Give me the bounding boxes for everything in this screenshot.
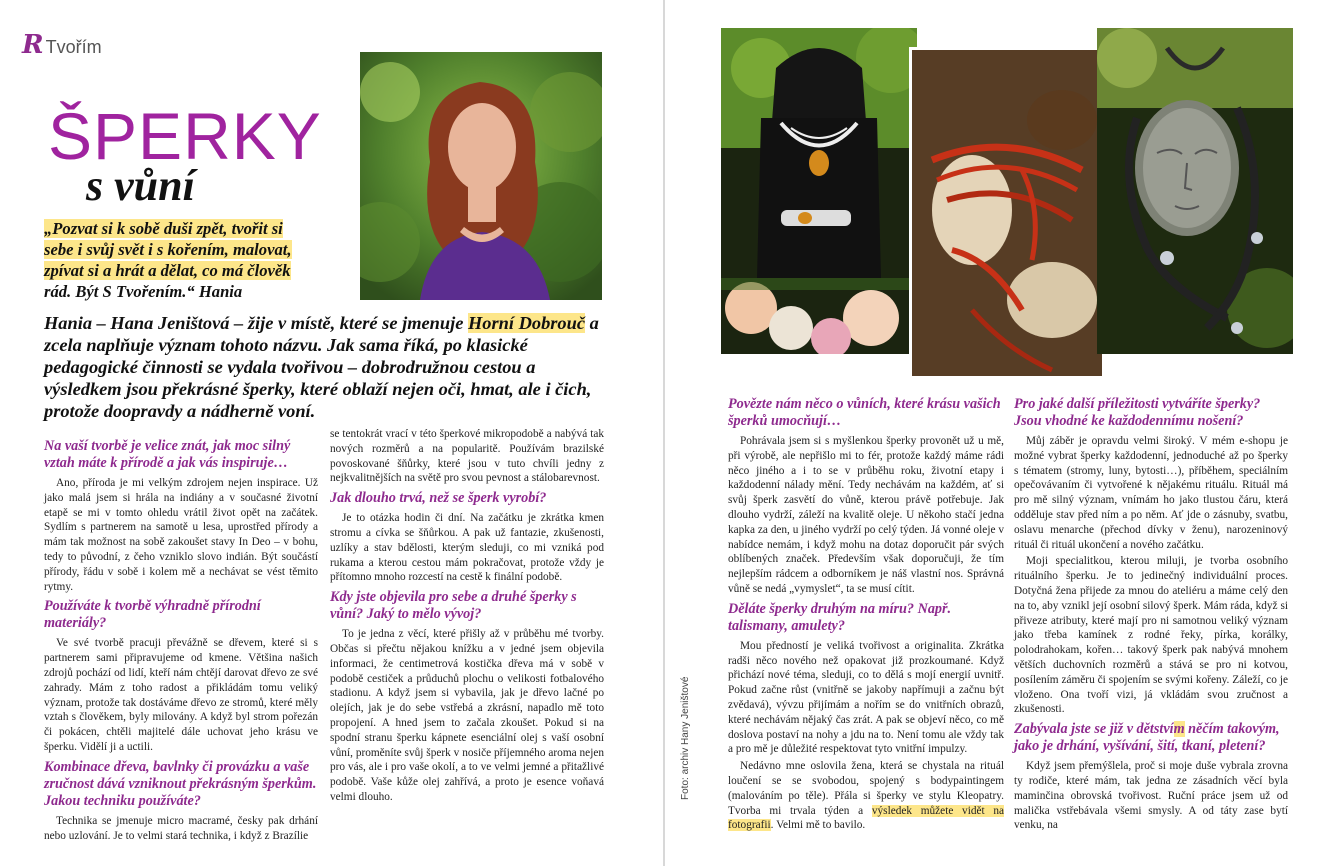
pull-quote-line: „Pozvat si k sobě duši zpět, tvořit si bbox=[44, 219, 283, 238]
article-title: ŠPERKY bbox=[48, 99, 322, 173]
lead-paragraph bbox=[44, 312, 604, 422]
answer-paragraph: Ano, příroda je mi velkým zdrojem nejen inspirace. Už jako malá jsem si hrála na indiány a v současné životní etapě se mi v tomto ohledu vrátil život opět na začátek. Sydlím s partnerem na samotě u lesa, uprostřed přírody a mám tak možnost na sobě zakoušet stavy In Deo – v bohu, tedy to původní, z čeho vzniklo slovo indián. Být součástí přírody, řádu v sobě i kolem mě a nechávat se vést těmito rytmy. bbox=[44, 477, 318, 593]
section-name: Tvořím bbox=[45, 37, 102, 57]
pull-quote-line: rád. Být S Tvořením.“ Hania bbox=[44, 282, 243, 301]
answer-paragraph: se tentokrát vrací v této šperkové mikropodobě a nabývá tak nových rozměrů a na popularitě. Používám brazilské povoskované šňůrky, které jsou v tuto chvíli jedny z nejkvalitnějších na světě pro svou pevnost a stálobarevnost. bbox=[330, 428, 604, 485]
answer-paragraph: Můj záběr je opravdu velmi široký. V mém e-shopu je možné vybrat šperky každodenní, jednoduché až po šperky s tématem (stromy, luny, bytosti…), příběhem, speciálním opečovávaním či vytvořené k nějakému rituálu. Rituál má pro mě silný význam, vnímám ho jako tlustou čáru, která odděluje stav před ním a po něm. Ať jde o zásnuby, svatbu, oslavu menarche (přechod dívky v ženu), narozeninový rituál či rituál ukončení a nového začátku. bbox=[1014, 435, 1288, 551]
page-gutter bbox=[663, 0, 665, 866]
right-column-1 bbox=[728, 392, 1004, 835]
question-heading bbox=[1014, 721, 1288, 755]
question-heading: Pro jaké další příležitosti vytváříte šperky? Jsou vhodné ke každodennímu nošení? bbox=[1014, 396, 1261, 429]
red-macrame-photo bbox=[912, 50, 1102, 376]
lead-text: a zcela naplňuje význam tohoto názvu. Jak sama říká, po klasické pedagogické činnosti se vydala tvořivou – dobrodružnou cestou a výsledkem jsou překrásné šperky, které oblaží nejen oči, hmat, ale i čich, protože doopravdy a nádherně voní. bbox=[44, 313, 599, 421]
answer-paragraph: Ve své tvorbě pracuji převážně se dřevem, které si s partnerem sami připravujeme od kmene. Většina našich zdrojů pochází od lidí, kteří nám chtějí darovat dřevo ze své zahrady. Mám z toho radost a přikládám tomu veliký význam, protože tak dostáváme dřevo ze stromů, které měly vztah s člověkem, byly milovány. A když byl strom pořezán či pokácen, chtěli majitelé dále uchovat jeho krásu ve šperku. Vidělí ji a uctili. bbox=[44, 637, 318, 753]
article-subtitle: s vůní bbox=[86, 161, 195, 210]
portrait-photo bbox=[360, 52, 602, 300]
left-column-1 bbox=[44, 434, 318, 845]
question-heading: Používáte k tvorbě výhradně přírodní materiály? bbox=[44, 598, 261, 632]
question-heading: Děláte šperky druhým na míru? Např. talismany, amulety? bbox=[728, 600, 952, 634]
answer-paragraph: To je jedna z věcí, které přišly až v průběhu mé tvorby. Občas si přečtu nějakou knížku a v jedné jsem objevila informaci, že centimetrová kostička dřeva má v sobě v podobě cestiček a průduchů plochu o velikosti fotbalového stadionu. A když jsem si vybavila, jak je dřevo lačné po olejích, jak je do sebe vstřebá a zkrásní, napadlo mě toto propojení. A hned jsem to začala zkoušet. Pokud si na spodní stranu šperku kápnete esenciální olej s vaší osobní vůní, proměníte svůj šperk v nosiče příjemného aroma nejen pro vás, ale i pro vaše okolí, a to ve velmi jemné a přitažlivé podobě. Vaše kůže olej zahřívá, a proto je esence voňavá velmi dlouho. bbox=[330, 628, 604, 803]
lead-place: Horní Dobrouč bbox=[468, 313, 586, 333]
answer-paragraph bbox=[728, 759, 1004, 833]
question-heading: Jak dlouho trvá, než se šperk vyrobí? bbox=[330, 490, 547, 507]
question-text: něčím takovým, jako je drhání, vyšívání, šití, tkaní, pletení? bbox=[1014, 721, 1280, 755]
face-pendant-photo bbox=[1097, 28, 1293, 354]
answer-paragraph: Je to otázka hodin či dní. Na začátku je zkrátka kmen stromu a cívka se šňůrkou. A pak už fantazie, zkušenosti, uzlíky a stav bdělosti, kterým sleduji, co mi vzniká pod rukama a kterou cestou mám pokračovat, protože vždy je přítomno mnoho rozcestí na cestě k finální podobě. bbox=[330, 512, 604, 584]
answer-paragraph: Když jsem přemýšlela, proč si moje duše vybrala zrovna ty rodiče, které mám, tak jedna ze zásadních věcí byla maminčina obrovská tvořivost. Ruční práce jsem už od malička vstřebávala všemi smysly. A od táty zase bytí venku, na bbox=[1014, 760, 1288, 832]
left-column-2 bbox=[330, 427, 604, 807]
question-heading: Kdy jste objevila pro sebe a druhé šperky s vůní? Jaký to mělo vývoj? bbox=[330, 589, 577, 623]
lead-text: Hania – Hana Jeništová – žije v místě, které se jmenuje bbox=[44, 313, 468, 333]
question-heading: Kombinace dřeva, bavlnky či provázku a vaše zručnost dává vzniknout překrásným šperkům. Jakou techniku používáte? bbox=[44, 758, 317, 809]
pull-quote-line: sebe i svůj svět i s kořením, malovat, bbox=[44, 240, 292, 259]
question-heading: Na vaší tvorbě je velice znát, jak moc silný vztah máte k přírodě a jak vás inspiruje… bbox=[44, 438, 291, 471]
photo-credit: Foto: archiv Hany Jeništové bbox=[680, 676, 691, 800]
section-tag bbox=[22, 30, 102, 60]
section-logo-letter: R bbox=[22, 30, 44, 60]
question-text: Zabývala jste se již v dětství bbox=[1014, 721, 1174, 738]
answer-text: . Velmi mě to bavilo. bbox=[770, 819, 866, 832]
answer-paragraph: Moji specialitkou, kterou miluji, je tvorba osobního rituálního šperku. Je to jedinečný individuální proces. Dotyčná žena přijede za mnou do ateliéru a máme celý den na to, aby vznikl její osobní silový šperk. Mám ráda, když si přiveze atributy, které mají pro ni samotnou veliký význam jako třeba kamínek z rodné řeky, pírka, korálky, polodrahokam, kořen… takový šperk pak nabývá mnohem větších duchovních rozměrů a stává se pro ni kotvou, posílením záměru či spojením se svými kořeny. Záleží, co je vloženo. Ona tvoří vizi, já vkládám svou zručnost a zkušenosti. bbox=[1014, 555, 1288, 716]
photo-reference-highlight: výsledek můžete vidět na fotografii bbox=[728, 804, 1004, 832]
answer-paragraph: Technika se jmenuje micro macramé, česky pak drhání nebo uzlování. Je to velmi stará technika, i když z Brazílie bbox=[44, 814, 318, 842]
pull-quote bbox=[44, 218, 354, 302]
necklace-photo bbox=[721, 28, 917, 354]
answer-text: Nedávno mne oslovila žena, která se chystala na rituál loučení se se svobodou, spojený s bodypaintingem (malováním po těle). Přála si šperky ve stylu Kleopatry. Tvorba mi trvala týden a bbox=[728, 760, 1004, 817]
right-column-2 bbox=[1014, 392, 1288, 835]
pull-quote-line: zpívat si a hrát a dělat, co má člověk bbox=[44, 261, 291, 280]
answer-paragraph: Pohrávala jsem si s myšlenkou šperky provonět už u mě, při výrobě, ale nepřišlo mi to fér, protože každý máme rádi něco jiného a i to se v průběhu roku, životní etapy i každodenní nálady mění. Tedy nechávám na každém, ať si svůj šperk zasvětí do vůně, kterou právě potřebuje. Jak dlouho vydrží, záleží na kvalitě oleje. U někoho stačí jedna kapka za den, u jiného vydrží po celý týden. Já vonné oleje v nabídce nemám, i když mohu na dotaz doporučit pár svých oblíbených značek. Především však doporučuji, že tím nejlepším rádcem a odborníkem je náš vlastní nos. Správná vůně se nedá „vymyslet“, ta se musí cítit. bbox=[728, 435, 1004, 595]
question-highlight: m bbox=[1173, 721, 1185, 738]
question-heading: Povězte nám něco o vůních, které krásu vašich šperků umocňují… bbox=[728, 396, 1001, 429]
answer-paragraph: Mou předností je veliká tvořivost a originalita. Zkrátka radši něco nového než opakovat již prozkoumané. Když přichází nové téma, sleduji, co to dělá s mojí energií uvnitř. Pokud začne růst (vnitřně se jakoby napřímuji a začnu být zvědavá), vývzu přijímám a nořím se do vnitřních obrazů, které nechávám nějaký čas zrát. A pak se objeví něco, co mě doslova postaví na nohy a jdu na to. Není tomu ale vždy tak a pro mě je důležité respektovat tyto vnitřní impulzy. bbox=[728, 639, 1004, 756]
